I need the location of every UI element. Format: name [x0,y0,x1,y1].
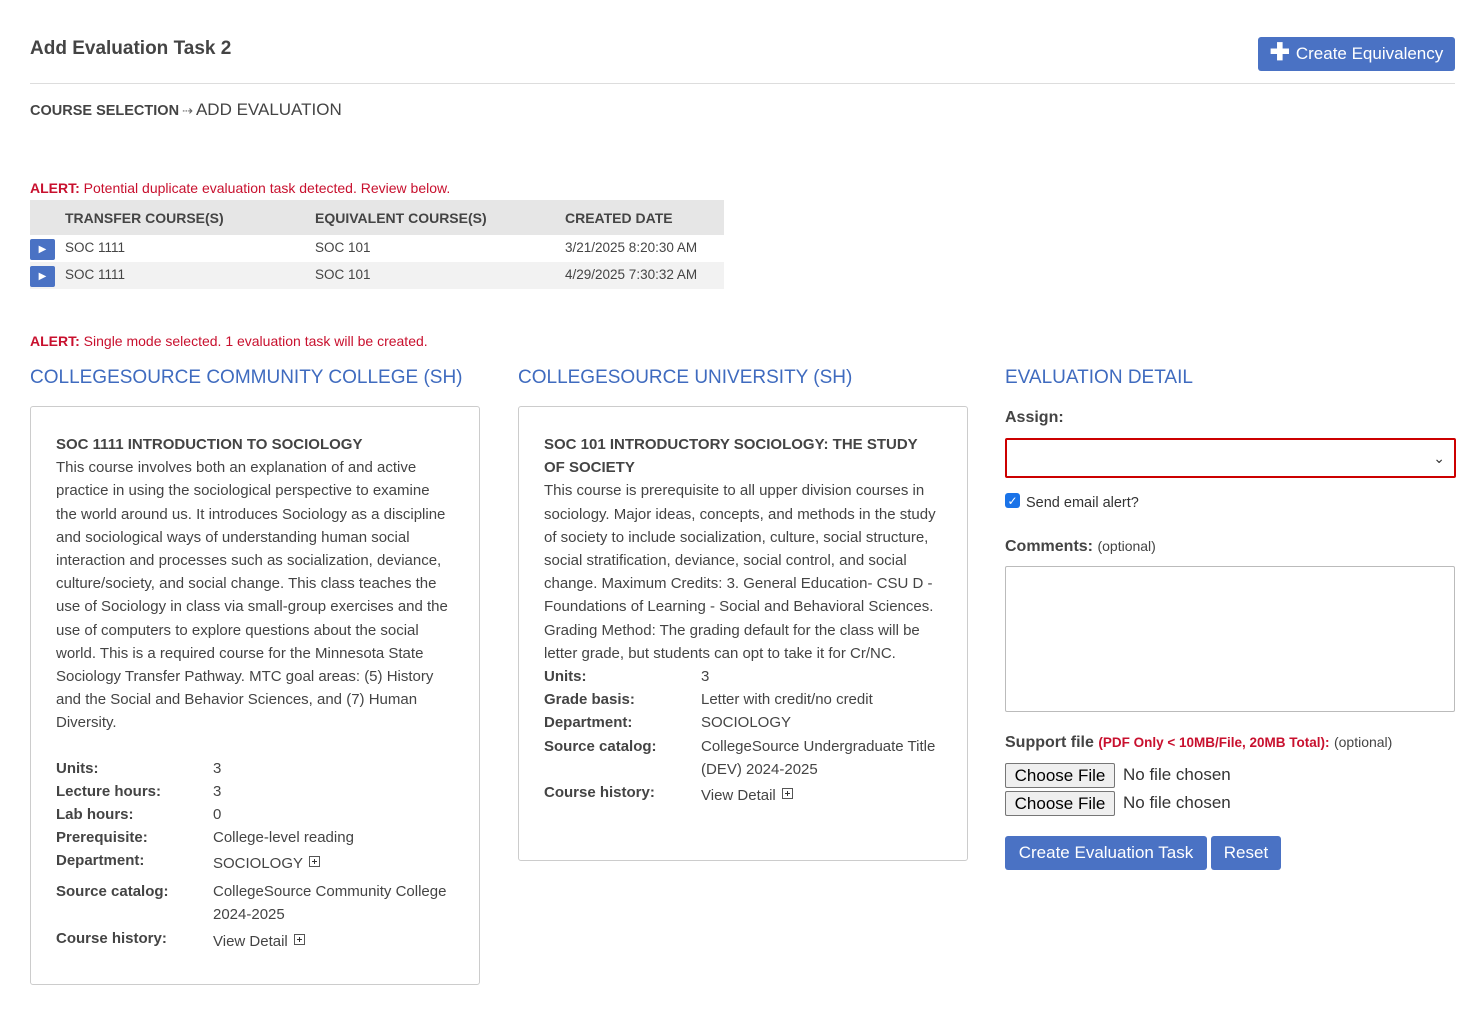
transfer-college-heading: COLLEGESOURCE COMMUNITY COLLEGE (SH) [30,367,463,388]
lecture-hours-value: 3 [213,782,222,800]
source-catalog-value: CollegeSource Community College 2024-2025 [213,882,447,923]
duplicate-alert [30,180,450,196]
department-value: SOCIOLOGY [701,714,792,732]
units-label: Units: [56,759,99,777]
expand-plus-icon[interactable] [294,934,305,945]
view-detail-link[interactable] [701,781,942,807]
table-header-transfer: TRANSFER COURSE(S) [65,200,315,235]
view-detail-link[interactable] [213,926,454,953]
table-row [30,235,724,262]
target-university-heading: COLLEGESOURCE UNIVERSITY (SH) [518,367,853,388]
expand-row-button[interactable] [30,266,55,287]
breadcrumb-arrow-icon: ⇢ [182,103,193,118]
transfer-course-title: SOC 1111 INTRODUCTION TO SOCIOLOGY [56,436,363,453]
view-detail-text: View Detail [213,933,288,951]
units-label: Units: [544,668,587,686]
table-header-equivalent: EQUIVALENT COURSE(S) [315,200,565,235]
course-history-label: Course history: [56,930,167,948]
department-value[interactable] [213,849,454,875]
breadcrumb [30,100,342,120]
choose-file-button[interactable]: Choose File [1005,763,1115,788]
reset-button[interactable]: Reset [1211,836,1281,870]
choose-file-button[interactable]: Choose File [1005,791,1115,816]
play-icon: ▶ [38,244,47,255]
duplicate-tasks-table [30,200,724,289]
lecture-hours-label: Lecture hours: [56,782,162,800]
comments-label-group [1005,538,1156,556]
department-label: Department: [544,714,633,732]
alert-message: Potential duplicate evaluation task detected. Review below. [83,180,451,196]
create-equivalency-label: Create Equivalency [1295,44,1444,63]
expand-row-button[interactable] [30,239,55,260]
lab-hours-label: Lab hours: [56,806,134,824]
no-file-chosen-text: No file chosen [1123,765,1231,784]
table-cell-equivalent: SOC 101 [315,240,371,255]
support-file-note: (PDF Only < 10MB/File, 20MB Total): [1098,735,1330,750]
table-row [30,262,724,289]
expand-plus-icon[interactable] [309,856,320,867]
source-catalog-label: Source catalog: [56,882,169,900]
breadcrumb-step-add-evaluation: ADD EVALUATION [195,100,342,119]
comments-textarea[interactable] [1005,566,1455,712]
assign-label: Assign: [1005,409,1064,426]
chevron-down-icon: ⌄ [1433,450,1445,466]
source-catalog-value: CollegeSource Undergraduate Title (DEV) 2024-2025 [701,737,936,778]
table-cell-transfer: SOC 1111 [65,262,315,289]
breadcrumb-step-course-selection[interactable]: COURSE SELECTION [30,103,180,119]
table-cell-equivalent: SOC 101 [315,262,565,289]
table-header-row [30,200,724,235]
create-equivalency-button[interactable] [1258,37,1455,71]
department-label: Department: [56,852,145,870]
comments-optional: (optional) [1097,538,1156,554]
department-text: SOCIOLOGY [213,855,304,873]
table-cell-created: 3/21/2025 8:20:30 AM [565,240,698,255]
table-header-created: CREATED DATE [565,200,724,235]
grade-basis-value: Letter with credit/no credit [701,691,873,709]
support-file-label-group [1005,734,1392,752]
transfer-course-details [56,757,454,954]
view-detail-text: View Detail [701,787,776,805]
comments-label: Comments: [1005,538,1094,555]
play-icon: ▶ [38,271,47,282]
assign-select[interactable] [1005,438,1456,478]
support-file-label: Support file [1005,734,1094,751]
plus-icon: ✚ [1269,38,1290,66]
evaluation-detail-heading: EVALUATION DETAIL [1005,367,1193,388]
alert-prefix: ALERT: [30,333,80,349]
mode-alert [30,333,428,349]
target-course-details [544,665,942,807]
transfer-course-description: This course involves both an explanation of and active practice in using the sociological perspective to examine the world around us. It introduces Sociology as a discipline and sociological ways of understanding human social interaction and processes such as socialization, deviance, culture/society, and social change. This class teaches the use of Sociology in class via small-group exercises and the use of computers to explore questions about the social world. This is a required course for the Minnesota State Sociology Transfer Pathway. MTC goal areas: (5) History and the Social and Behavior Sciences, and (7) Human Diversity. [56,459,448,732]
alert-message: Single mode selected. 1 evaluation task will be created. [83,333,428,349]
alert-prefix: ALERT: [30,180,80,196]
course-history-label: Course history: [544,784,655,802]
units-value: 3 [213,759,222,777]
table-cell-created: 4/29/2025 7:30:32 AM [565,262,724,289]
table-cell-transfer: SOC 1111 [65,240,126,255]
units-value: 3 [701,668,710,686]
expand-plus-icon[interactable] [782,788,793,799]
send-email-alert-label: Send email alert? [1026,495,1139,511]
grade-basis-label: Grade basis: [544,691,635,709]
table-header-blank [30,200,65,235]
create-evaluation-task-button[interactable]: Create Evaluation Task [1005,836,1207,870]
page-title: Add Evaluation Task 2 [30,38,232,59]
header-divider [30,83,1455,84]
transfer-course-card [30,406,480,985]
prerequisite-value: College-level reading [213,829,354,847]
prerequisite-label: Prerequisite: [56,829,148,847]
lab-hours-value: 0 [213,806,222,824]
support-file-optional: (optional) [1333,734,1393,750]
no-file-chosen-text: No file chosen [1123,793,1231,812]
send-email-alert-checkbox[interactable]: ✓ [1005,493,1020,508]
source-catalog-label: Source catalog: [544,737,657,755]
target-course-title: SOC 101 INTRODUCTORY SOCIOLOGY: THE STUDY OF SOCIETY [544,436,918,477]
target-course-card [518,406,968,861]
target-course-description: This course is prerequisite to all upper division courses in sociology. Major ideas, concepts, and methods in the study of society to include socialization, culture, social structure, social stratification, deviance, social control, and social change. Maximum Credits: 3. General Education- CSU D - Foundations of Learning - Social and Behavioral Sciences. Grading Method: The grading default for the class will be letter grade, but students can opt to take it for Cr/NC. [544,482,936,662]
